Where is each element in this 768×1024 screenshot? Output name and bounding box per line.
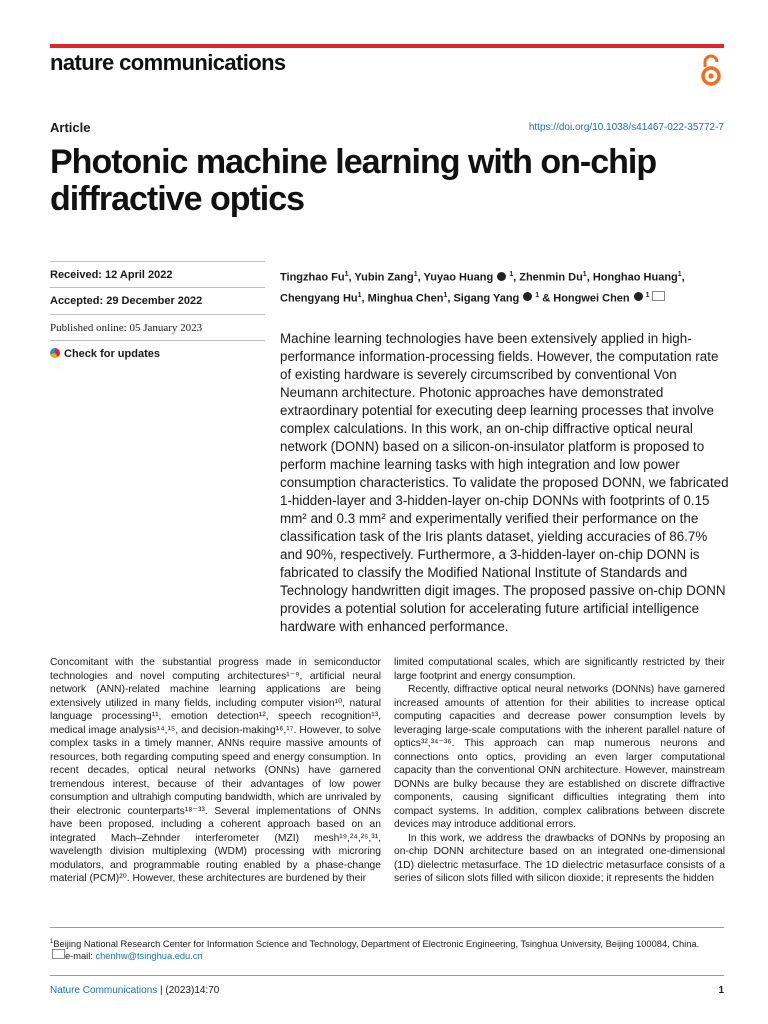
author-affiliation: 1 — [643, 291, 650, 299]
author-affiliation: 1 — [677, 271, 682, 278]
author: Tingzhao Fu — [280, 271, 345, 284]
affiliation-text: Beijing National Research Center for Information Science and Technology, Department of Electronic Engineering, Tsinghua University, Beijing 100084, China. — [53, 939, 700, 950]
author-affiliation: 1 — [344, 271, 349, 278]
paragraph: In this work, we address the drawbacks of DONNs by proposing an on-chip DONN architecture based on an integrated one-dimensional (1D) dielectric metasurface. The 1D dielectric metasurface consists of a series of silicon slots filled with silicon dioxide; it represents the hidden — [394, 832, 725, 884]
check-updates-button[interactable] — [50, 340, 265, 360]
author: Zhenmin Du — [519, 271, 583, 284]
orcid-icon[interactable] — [634, 292, 643, 301]
author-affiliation: 1 — [413, 271, 418, 278]
footer-citation — [50, 985, 219, 996]
email-row — [50, 949, 203, 961]
author-affiliation: 1 — [507, 271, 514, 278]
author-list: Tingzhao Fu$^1$, Yubin Zang$^1$, Yuyao Huang $^1$, Zhenmin Du$^1$, Honghao Huang$^1$, Chengyang Hu$^1$, Minghua Chen$^1$, Sigang Yang $^1$ & Hongwei Chen $^1$ — [280, 271, 685, 305]
footer-issue: | (2023)14:70 — [157, 985, 220, 996]
body-column-right — [394, 656, 725, 886]
footnote-rule — [50, 927, 724, 928]
author-affiliation: 1 — [357, 291, 362, 299]
orcid-icon[interactable] — [497, 272, 506, 281]
paragraph: Recently, diffractive optical neural networks (DONNs) have garnered increased amounts of attention for their abilities to increase optical computing capacities and decrease power consumption levels by leveraging large-scale computations with the inherent parallel nature of optics³²,³⁴⁻³⁶. This approach can map numerous neurons and connections onto optics, providing an even larger computational capacity than the conventional ONN architecture. However, mainstream DONNs are bulky because they are established on discrete diffractive components, causing significant difficulties integrating them into compact systems. In addition, complex calibrations between discrete devices may introduce additional errors. — [394, 684, 725, 830]
accepted-date: Accepted: 29 December 2022 — [50, 287, 265, 307]
paragraph: Concomitant with the substantial progress made in semiconductor technologies and novel computing architectures¹⁻⁹, artificial neural network (ANN)-related machine learning applications are being extensively utilized in many fields, including computer vision¹⁰, natural language processing¹¹, emotion detection¹², speech recognition¹³, medical image analysis¹⁴,¹⁵, and decision-making¹⁶,¹⁷. However, to solve complex tasks in a timely manner, ANNs require massive amounts of resources, both regarding computing speed and energy consumption. In recent decades, optical neural networks (ONNs) have garnered tremendous interest, because of their advantages of low power consumption and ultrahigh computing bandwidth, which are unrivaled by their electronic counterparts¹⁸⁻³³. Several implementations of ONNs have been proposed, including a coherent approach based on an integrated Mach–Zehnder interferometer (MZI) mesh¹⁹,²⁴,²⁵,³¹, wavelength division multiplexing (WDM) processing with microring modulators, and programmable routing enabled by a phase-change material (PCM)²⁰. However, these architectures are burdened by their — [50, 657, 381, 884]
author-affiliation: 1 — [533, 291, 540, 299]
doi-link[interactable]: https://doi.org/10.1038/s41467-022-35772-7 — [528, 122, 724, 133]
journal-name: nature communications — [50, 50, 286, 75]
author: Minghua Chen — [367, 292, 444, 305]
check-updates-icon — [50, 348, 60, 358]
email-label: e-mail: — [65, 951, 96, 961]
received-date: Received: 12 April 2022 — [50, 261, 265, 281]
mail-icon — [52, 949, 65, 959]
header-rule — [50, 44, 724, 48]
author: Sigang Yang — [453, 292, 520, 305]
author: Yubin Zang — [354, 271, 414, 284]
email-link[interactable]: chenhw@tsinghua.edu.cn — [95, 951, 203, 961]
author: Hongwei Chen — [553, 292, 630, 305]
article-type: Article — [50, 120, 91, 135]
author-affiliation: 1 — [582, 271, 587, 278]
paragraph: limited computational scales, which are significantly restricted by their large footprint and energy consumption. — [394, 657, 725, 682]
author: Chengyang Hu — [280, 292, 358, 305]
check-updates-label: Check for updates — [64, 348, 160, 360]
corresponding-mail-icon[interactable] — [652, 291, 665, 301]
published-date: Published online: 05 January 2023 — [50, 314, 265, 334]
footer-journal: Nature Communications — [50, 985, 158, 996]
author-affiliation: 1 — [443, 291, 448, 299]
abstract: Machine learning technologies have been extensively applied in high-performance information-processing fields. However, the computation rate of existing hardware is severely circumscribed by conventional Von Neumann architecture. Photonic approaches have demonstrated extraordinary potential for executing deep learning processes that involve complex calculations. In this work, an on-chip diffractive optical neural network (DONN) based on a silicon-on-insulator platform is proposed to perform machine learning tasks with high integration and low power consumption characteristics. To validate the proposed DONN, we fabricated 1-hidden-layer and 3-hidden-layer on-chip DONNs with footprints of 0.15 mm² and 0.3 mm² and experimentally verified their performance on the classification task of the Iris plants dataset, yielding accuracies of 86.7% and 90%, respectively. Furthermore, a 3-hidden-layer on-chip DONN is fabricated to classify the Modified National Institute of Standards and Technology handwritten digit images. The proposed passive on-chip DONN provides a potential solution for accelerating future artificial intelligence hardware with enhanced performance. — [280, 331, 729, 634]
author: Yuyao Huang — [423, 271, 494, 284]
body-column-left — [50, 656, 381, 886]
article-title: Photonic machine learning with on-chip diffractive optics — [50, 143, 657, 218]
affiliation-number: 1 — [50, 939, 54, 945]
open-access-icon — [698, 53, 724, 87]
author: Honghao Huang — [592, 271, 678, 284]
footer-rule — [50, 975, 724, 976]
orcid-icon[interactable] — [523, 292, 532, 301]
page-number: 1 — [718, 985, 724, 996]
